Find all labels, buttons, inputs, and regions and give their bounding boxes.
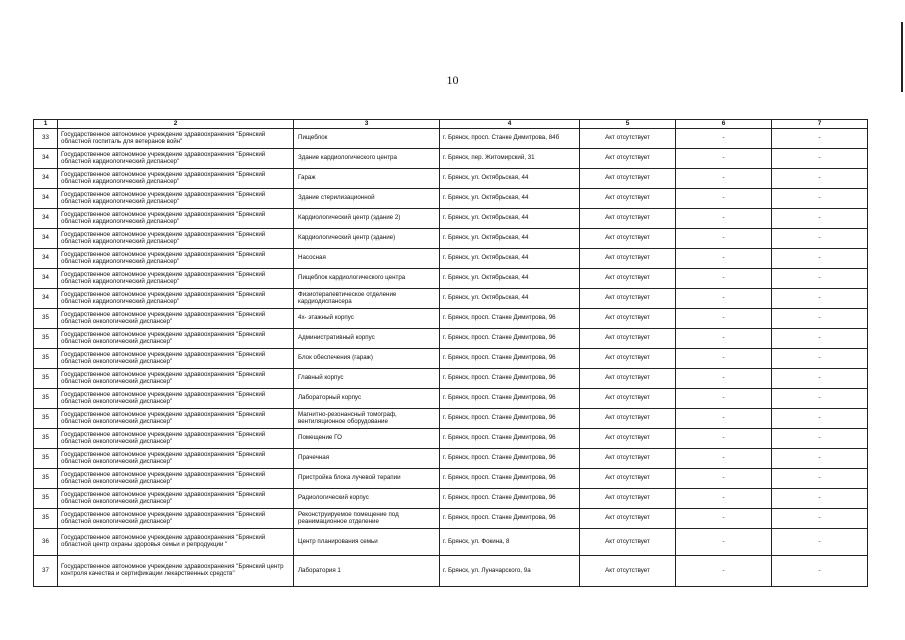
col7-cell: - — [772, 229, 868, 249]
act-cell: Акт отсутствует — [580, 269, 676, 289]
address-cell: г. Брянск, просп. Станке Димитрова, 84б — [440, 129, 580, 149]
object-cell: Гараж — [294, 169, 440, 189]
object-cell: Лаборатория 1 — [294, 556, 440, 587]
col-header-5: 5 — [580, 120, 676, 129]
act-cell: Акт отсутствует — [580, 309, 676, 329]
organization-cell: Государственное автономное учреждение здравоохранения "Брянский областной кардиологический диспансер" — [58, 229, 294, 249]
row-number: 35 — [34, 349, 58, 369]
col-header-3: 3 — [294, 120, 440, 129]
col-header-4: 4 — [440, 120, 580, 129]
organization-cell: Государственное автономное учреждение здравоохранения "Брянский областной центр охраны здоровья семьи и репродукции " — [58, 529, 294, 556]
col6-cell: - — [676, 329, 772, 349]
organization-cell: Государственное автономное учреждение здравоохранения "Брянский областной онкологический диспансер" — [58, 449, 294, 469]
address-cell: г. Брянск, ул. Октябрьская, 44 — [440, 289, 580, 309]
col7-cell: - — [772, 149, 868, 169]
col-header-2: 2 — [58, 120, 294, 129]
table-row — [34, 309, 868, 329]
col6-cell: - — [676, 389, 772, 409]
act-cell: Акт отсутствует — [580, 389, 676, 409]
table-row — [34, 169, 868, 189]
col6-cell: - — [676, 509, 772, 529]
act-cell: Акт отсутствует — [580, 169, 676, 189]
row-number: 35 — [34, 369, 58, 389]
object-cell: Кардиологический центр (здание) — [294, 229, 440, 249]
address-cell: г. Брянск, просп. Станке Димитрова, 96 — [440, 349, 580, 369]
object-cell: Здание кардиологического центра — [294, 149, 440, 169]
row-number: 36 — [34, 529, 58, 556]
row-number: 34 — [34, 269, 58, 289]
organization-cell: Государственное автономное учреждение здравоохранения "Брянский областной кардиологический диспансер" — [58, 269, 294, 289]
act-cell: Акт отсутствует — [580, 129, 676, 149]
table-row — [34, 489, 868, 509]
col6-cell: - — [676, 229, 772, 249]
col7-cell: - — [772, 269, 868, 289]
col7-cell: - — [772, 169, 868, 189]
object-cell: Главный корпус — [294, 369, 440, 389]
address-cell: г. Брянск, просп. Станке Димитрова, 96 — [440, 409, 580, 429]
table-row — [34, 149, 868, 169]
organization-cell: Государственное автономное учреждение здравоохранения "Брянский областной онкологический диспансер" — [58, 509, 294, 529]
col6-cell: - — [676, 189, 772, 209]
object-cell: Магнитно-резонансный томограф, вентиляционное оборудование — [294, 409, 440, 429]
address-cell: г. Брянск, просп. Станке Димитрова, 96 — [440, 469, 580, 489]
col7-cell: - — [772, 389, 868, 409]
row-number: 35 — [34, 509, 58, 529]
address-cell: г. Брянск, просп. Станке Димитрова, 96 — [440, 329, 580, 349]
col7-cell: - — [772, 529, 868, 556]
address-cell: г. Брянск, просп. Станке Димитрова, 96 — [440, 429, 580, 449]
object-cell: Пристройка блока лучевой терапии — [294, 469, 440, 489]
table-row — [34, 269, 868, 289]
col6-cell: - — [676, 449, 772, 469]
table-row — [34, 369, 868, 389]
col7-cell: - — [772, 409, 868, 429]
organization-cell: Государственное автономное учреждение здравоохранения "Брянский областной онкологический диспансер" — [58, 469, 294, 489]
col-header-6: 6 — [676, 120, 772, 129]
col6-cell: - — [676, 209, 772, 229]
object-cell: Насосная — [294, 249, 440, 269]
table-row — [34, 249, 868, 269]
organization-cell: Государственное автономное учреждение здравоохранения "Брянский областной онкологический диспансер" — [58, 389, 294, 409]
organization-cell: Государственное автономное учреждение здравоохранения "Брянский областной кардиологический диспансер" — [58, 249, 294, 269]
organization-cell: Государственное автономное учреждение здравоохранения "Брянский областной кардиологический диспансер" — [58, 189, 294, 209]
address-cell: г. Брянск, просп. Станке Димитрова, 96 — [440, 449, 580, 469]
act-cell: Акт отсутствует — [580, 449, 676, 469]
act-cell: Акт отсутствует — [580, 469, 676, 489]
row-number: 35 — [34, 409, 58, 429]
col7-cell: - — [772, 369, 868, 389]
col7-cell: - — [772, 329, 868, 349]
col6-cell: - — [676, 309, 772, 329]
address-cell: г. Брянск, ул. Октябрьская, 44 — [440, 269, 580, 289]
col7-cell: - — [772, 429, 868, 449]
act-cell: Акт отсутствует — [580, 329, 676, 349]
col6-cell: - — [676, 169, 772, 189]
col-header-7: 7 — [772, 120, 868, 129]
act-cell: Акт отсутствует — [580, 509, 676, 529]
object-cell: Реконструируемое помещение под реанимационное отделение — [294, 509, 440, 529]
object-cell: Радиологический корпус — [294, 489, 440, 509]
row-number: 35 — [34, 449, 58, 469]
table-row — [34, 529, 868, 556]
col6-cell: - — [676, 556, 772, 587]
table-row — [34, 349, 868, 369]
col6-cell: - — [676, 129, 772, 149]
register-table — [33, 119, 868, 587]
col6-cell: - — [676, 469, 772, 489]
row-number: 34 — [34, 249, 58, 269]
table-row — [34, 469, 868, 489]
page-number: 10 — [446, 73, 459, 87]
object-cell: Пищеблок кардиологического центра — [294, 269, 440, 289]
object-cell: Административный корпус — [294, 329, 440, 349]
col6-cell: - — [676, 249, 772, 269]
row-number: 34 — [34, 189, 58, 209]
col6-cell: - — [676, 489, 772, 509]
table-row — [34, 556, 868, 587]
organization-cell: Государственное автономное учреждение здравоохранения "Брянский областной кардиологический диспансер" — [58, 289, 294, 309]
col6-cell: - — [676, 269, 772, 289]
organization-cell: Государственное автономное учреждение здравоохранения "Брянский областной онкологический диспансер" — [58, 349, 294, 369]
row-number: 35 — [34, 469, 58, 489]
address-cell: г. Брянск, пер. Житомирский, 31 — [440, 149, 580, 169]
col7-cell: - — [772, 349, 868, 369]
address-cell: г. Брянск, ул. Фокина, 8 — [440, 529, 580, 556]
act-cell: Акт отсутствует — [580, 556, 676, 587]
row-number: 35 — [34, 309, 58, 329]
act-cell: Акт отсутствует — [580, 429, 676, 449]
address-cell: г. Брянск, просп. Станке Димитрова, 96 — [440, 489, 580, 509]
col6-cell: - — [676, 409, 772, 429]
act-cell: Акт отсутствует — [580, 249, 676, 269]
table-row — [34, 189, 868, 209]
col7-cell: - — [772, 289, 868, 309]
address-cell: г. Брянск, просп. Станке Димитрова, 96 — [440, 509, 580, 529]
object-cell: Кардиологический центр (здание 2) — [294, 209, 440, 229]
table-row — [34, 209, 868, 229]
address-cell: г. Брянск, просп. Станке Димитрова, 96 — [440, 369, 580, 389]
address-cell: г. Брянск, ул. Октябрьская, 44 — [440, 249, 580, 269]
organization-cell: Государственное автономное учреждение здравоохранения "Брянский областной кардиологический диспансер" — [58, 209, 294, 229]
table-row — [34, 409, 868, 429]
organization-cell: Государственное автономное учреждение здравоохранения "Брянский областной онкологический диспансер" — [58, 369, 294, 389]
act-cell: Акт отсутствует — [580, 409, 676, 429]
table-row — [34, 449, 868, 469]
object-cell: Физиотерапевтическое отделение кардиодиспансера — [294, 289, 440, 309]
organization-cell: Государственное автономное учреждение здравоохранения "Брянский областной онкологический диспансер" — [58, 489, 294, 509]
col7-cell: - — [772, 509, 868, 529]
act-cell: Акт отсутствует — [580, 349, 676, 369]
row-number: 35 — [34, 429, 58, 449]
address-cell: г. Брянск, ул. Октябрьская, 44 — [440, 229, 580, 249]
act-cell: Акт отсутствует — [580, 369, 676, 389]
address-cell: г. Брянск, ул. Октябрьская, 44 — [440, 209, 580, 229]
organization-cell: Государственное автономное учреждение здравоохранения "Брянский областной онкологический диспансер" — [58, 329, 294, 349]
col7-cell: - — [772, 249, 868, 269]
col6-cell: - — [676, 529, 772, 556]
col7-cell: - — [772, 309, 868, 329]
col7-cell: - — [772, 129, 868, 149]
table-row — [34, 429, 868, 449]
act-cell: Акт отсутствует — [580, 489, 676, 509]
row-number: 35 — [34, 389, 58, 409]
row-number: 34 — [34, 229, 58, 249]
object-cell: Лабораторный корпус — [294, 389, 440, 409]
organization-cell: Государственное автономное учреждение здравоохранения "Брянский областной онкологический диспансер" — [58, 429, 294, 449]
address-cell: г. Брянск, просп. Станке Димитрова, 96 — [440, 309, 580, 329]
address-cell: г. Брянск, ул. Октябрьская, 44 — [440, 169, 580, 189]
col7-cell: - — [772, 469, 868, 489]
col6-cell: - — [676, 289, 772, 309]
row-number: 34 — [34, 289, 58, 309]
object-cell: Здание стерилизационной — [294, 189, 440, 209]
table-row — [34, 129, 868, 149]
col7-cell: - — [772, 556, 868, 587]
header-row — [34, 120, 868, 129]
act-cell: Акт отсутствует — [580, 229, 676, 249]
row-number: 34 — [34, 209, 58, 229]
table-row — [34, 329, 868, 349]
organization-cell: Государственное автономное учреждение здравоохранения "Брянский областной онкологический диспансер" — [58, 409, 294, 429]
row-number: 37 — [34, 556, 58, 587]
organization-cell: Государственное автономное учреждение здравоохранения "Брянский областной кардиологический диспансер" — [58, 149, 294, 169]
organization-cell: Государственное автономное учреждение здравоохранения "Брянский центр контроля качества и сертификации лекарственных средств" — [58, 556, 294, 587]
col7-cell: - — [772, 489, 868, 509]
row-number: 34 — [34, 149, 58, 169]
organization-cell: Государственное автономное учреждение здравоохранения "Брянский областной госпиталь для ветеранов войн" — [58, 129, 294, 149]
address-cell: г. Брянск, просп. Станке Димитрова, 96 — [440, 389, 580, 409]
row-number: 35 — [34, 329, 58, 349]
act-cell: Акт отсутствует — [580, 149, 676, 169]
table-row — [34, 509, 868, 529]
row-number: 33 — [34, 129, 58, 149]
col6-cell: - — [676, 429, 772, 449]
col-header-1: 1 — [34, 120, 58, 129]
col6-cell: - — [676, 349, 772, 369]
act-cell: Акт отсутствует — [580, 529, 676, 556]
organization-cell: Государственное автономное учреждение здравоохранения "Брянский областной онкологический диспансер" — [58, 309, 294, 329]
col7-cell: - — [772, 209, 868, 229]
address-cell: г. Брянск, ул. Октябрьская, 44 — [440, 189, 580, 209]
act-cell: Акт отсутствует — [580, 289, 676, 309]
col7-cell: - — [772, 189, 868, 209]
row-number: 34 — [34, 169, 58, 189]
object-cell: 4х- этажный корпус — [294, 309, 440, 329]
row-number: 35 — [34, 489, 58, 509]
object-cell: Прачечная — [294, 449, 440, 469]
table-row — [34, 229, 868, 249]
col6-cell: - — [676, 149, 772, 169]
address-cell: г. Брянск, ул. Луначарского, 9а — [440, 556, 580, 587]
table-row — [34, 289, 868, 309]
act-cell: Акт отсутствует — [580, 209, 676, 229]
object-cell: Блок обеспечения (гараж) — [294, 349, 440, 369]
act-cell: Акт отсутствует — [580, 189, 676, 209]
col6-cell: - — [676, 369, 772, 389]
object-cell: Центр планирования семьи — [294, 529, 440, 556]
object-cell: Помещение ГО — [294, 429, 440, 449]
organization-cell: Государственное автономное учреждение здравоохранения "Брянский областной кардиологический диспансер" — [58, 169, 294, 189]
table-row — [34, 389, 868, 409]
object-cell: Пищеблок — [294, 129, 440, 149]
col7-cell: - — [772, 449, 868, 469]
